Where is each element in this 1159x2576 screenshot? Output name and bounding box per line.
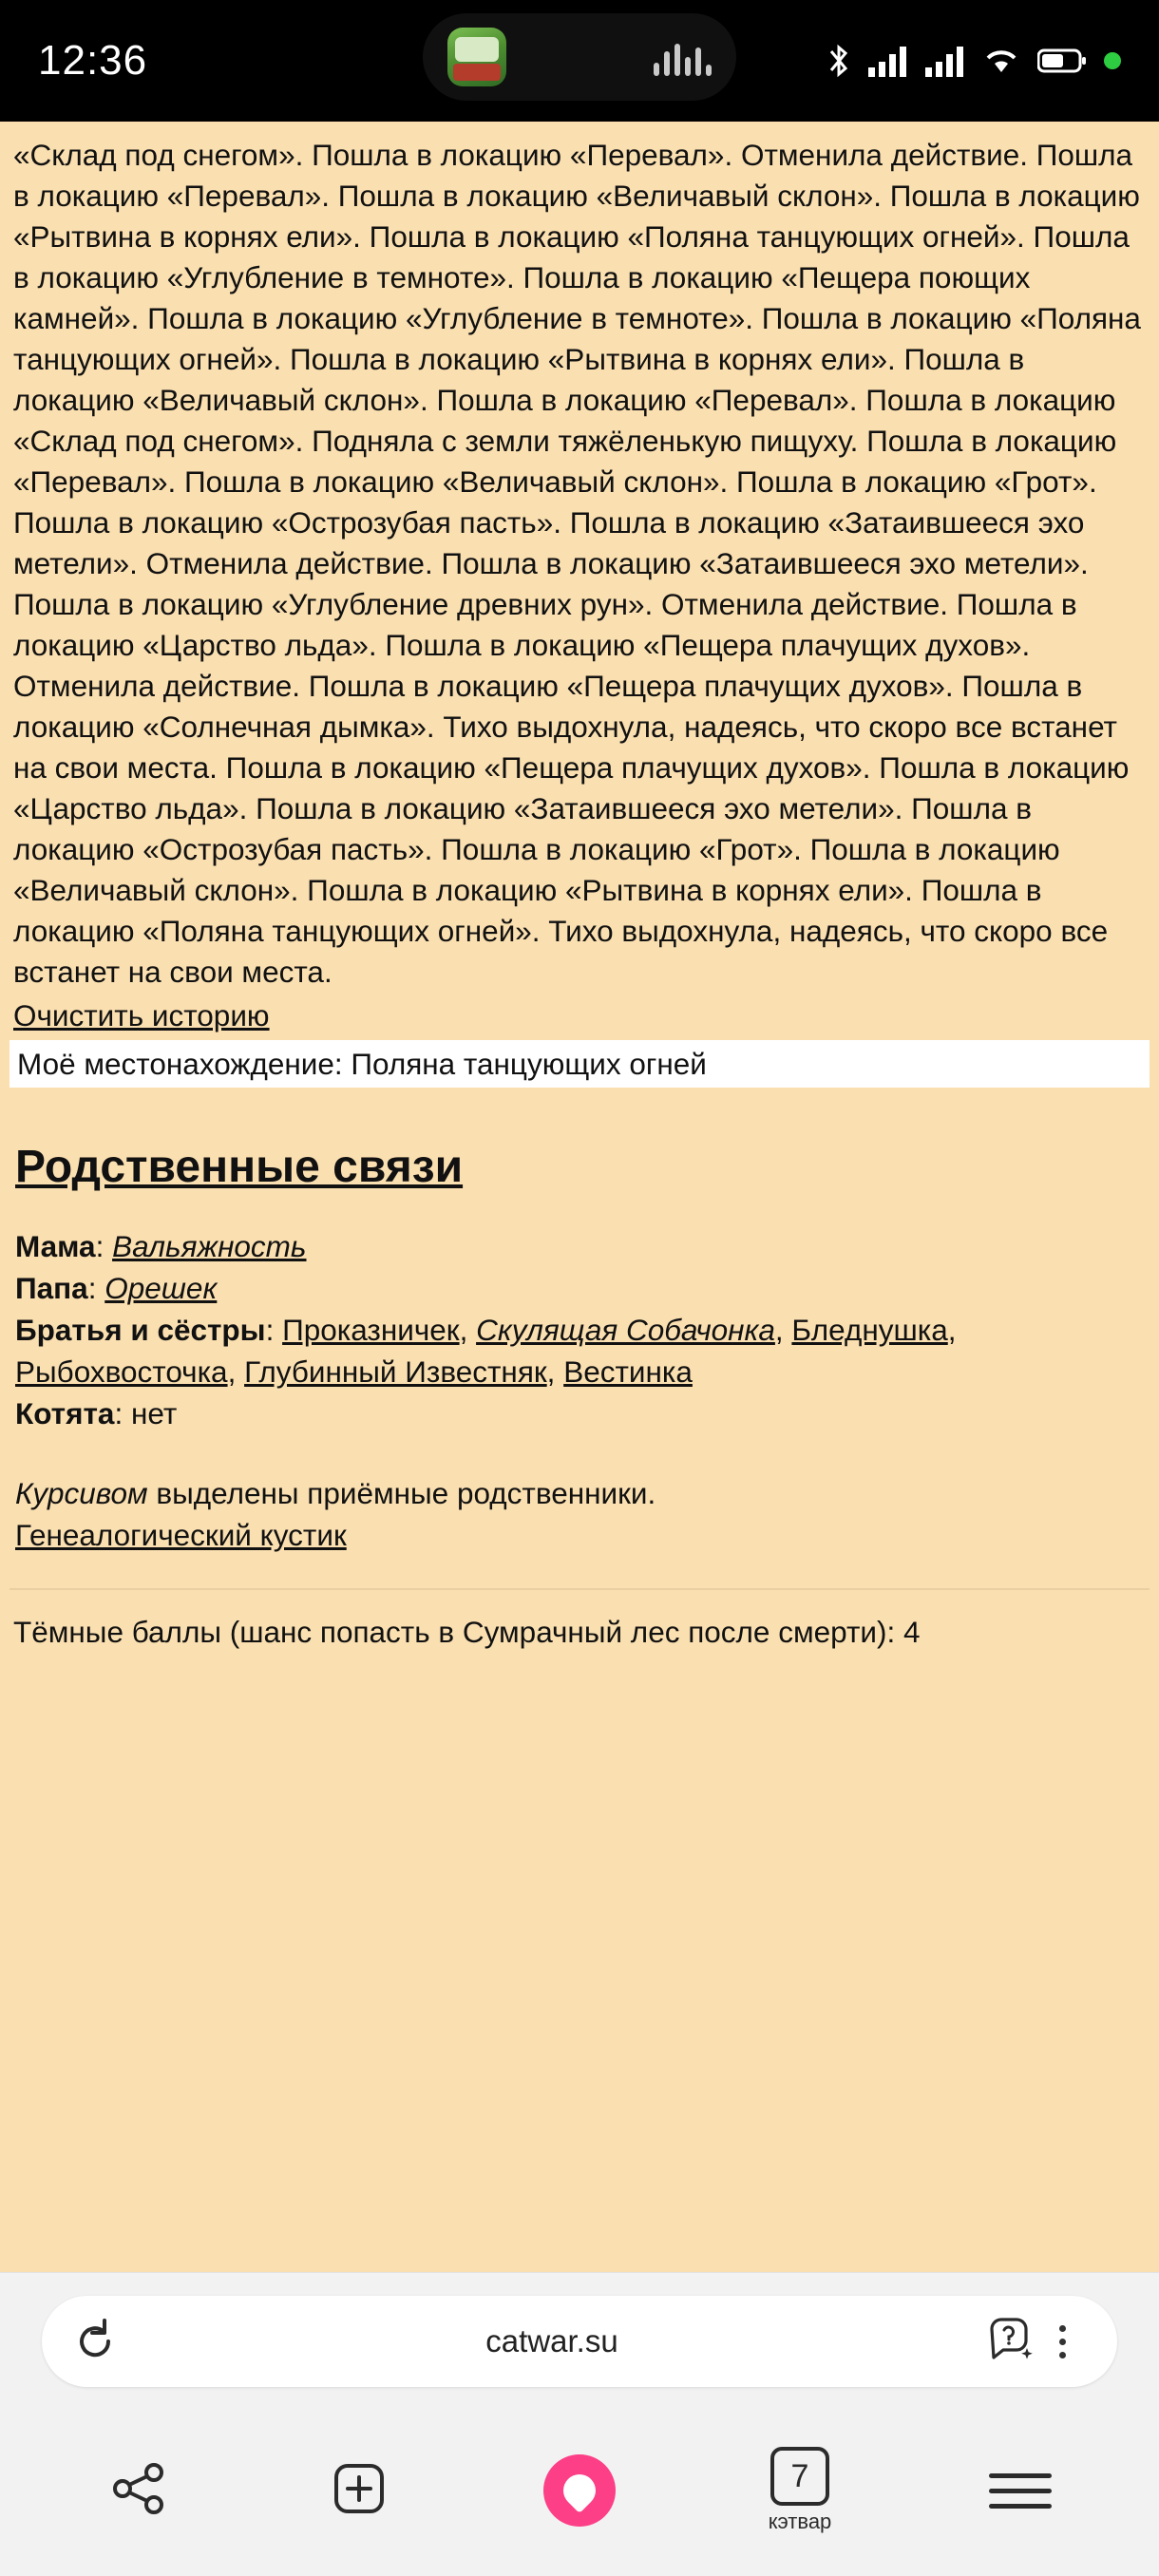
adoption-note-italic: Курсивом (15, 1476, 148, 1510)
colon: : (265, 1313, 283, 1347)
signal-icon-1 (868, 45, 908, 77)
kittens-value: нет (130, 1396, 178, 1430)
signal-icon-2 (925, 45, 965, 77)
page-title: Родственные связи (15, 1142, 464, 1192)
sibling-link[interactable]: Вестинка (563, 1354, 693, 1389)
colon: : (886, 1615, 903, 1649)
current-location-bar: Моё местонахождение: Поляна танцующих огней (10, 1040, 1150, 1088)
sep: , (459, 1313, 477, 1347)
app-icon (447, 28, 506, 86)
colon: : (87, 1271, 105, 1305)
relation-row-kittens (15, 1392, 1150, 1434)
activity-log-text: «Склад под снегом». Пошла в локацию «Перевал». Отменила действие. Пошла в локацию «Перевал». Пошла в локацию «Величавый склон». Пошла в локацию «Рытвина в корнях ели». Пошла в локацию «Поляна танцующих огней». Пошла в локацию «Углубление в темноте». Пошла в локацию «Пещера поющих камней». Пошла в локацию «Углубление в темноте». Пошла в локацию «Поляна танцующих огней». Пошла в локацию «Рытвина в корнях ели». Пошла в локацию «Величавый склон». Пошла в локацию «Перевал». Пошла в локацию «Склад под снегом». Подняла с земли тяжёленькую пищуху. Пошла в локацию «Перевал». Пошла в локацию «Величавый склон». Пошла в локацию «Грот». Пошла в локацию «Острозубая пасть». Пошла в локацию «Затаившееся эхо метели». Отменила действие. Пошла в локацию «Затаившееся эхо метели». Пошла в локацию «Углубление древних рун». Отменила действие. Пошла в локацию «Царство льда». Пошла в локацию «Пещера плачущих духов». Отменила действие. Пошла в локацию «Пещера плачущих духов». Пошла в локацию «Солнечная дымка». Тихо выдохнула, надеясь, что скоро все встанет на свои места. Пошла в локацию «Пещера плачущих духов». Пошла в локацию «Царство льда». Пошла в локацию «Затаившееся эхо метели». Пошла в локацию «Острозубая пасть». Пошла в локацию «Грот». Пошла в локацию «Величавый склон». Пошла в локацию «Рытвина в корнях ели». Пошла в локацию «Поляна танцующих огней». Тихо выдохнула, надеясь, что скоро все встанет на свои места. (13, 138, 1141, 989)
adoption-note-rest: выделены приёмные родственники. (147, 1476, 656, 1510)
address-bar[interactable] (42, 2296, 1117, 2387)
father-label: Папа (15, 1271, 88, 1305)
mother-link[interactable]: Вальяжность (112, 1229, 307, 1263)
sibling-link[interactable]: Глубинный Известняк (244, 1354, 547, 1389)
kittens-label: Котята (15, 1396, 115, 1430)
battery-icon (1037, 47, 1087, 74)
tab-count-icon: 7 (770, 2447, 829, 2506)
reload-icon[interactable] (70, 2317, 120, 2366)
sibling-link[interactable]: Рыбохвосточка (15, 1354, 228, 1389)
page-content (0, 122, 1159, 1653)
siblings-label: Братья и сёстры (15, 1313, 266, 1347)
browser-nav-bar (0, 2405, 1159, 2576)
sep: , (546, 1354, 564, 1389)
url-text[interactable]: catwar.su (485, 2323, 618, 2358)
alice-assistant-button[interactable] (522, 2438, 636, 2543)
dark-points-label: Тёмные баллы (шанс попасть в Сумрачный лес после смерти) (13, 1615, 887, 1649)
bluetooth-icon (826, 42, 851, 80)
new-tab-button[interactable] (302, 2438, 416, 2543)
help-sparkle-icon[interactable] (984, 2316, 1036, 2367)
equalizer-icon (654, 38, 712, 76)
status-clock: 12:36 (38, 37, 148, 84)
relation-row-father (15, 1267, 1150, 1309)
wifi-icon (982, 46, 1020, 76)
tabs-button[interactable] (743, 2438, 857, 2543)
sep: , (774, 1313, 792, 1347)
colon: : (114, 1396, 131, 1430)
share-button[interactable] (82, 2438, 196, 2543)
sibling-link[interactable]: Бледнушка (791, 1313, 948, 1347)
genealogy-link[interactable]: Генеалогический кустик (15, 1518, 347, 1552)
dynamic-island[interactable] (423, 13, 736, 101)
status-icons (826, 42, 1121, 80)
sep: , (227, 1354, 245, 1389)
relation-row-mother (15, 1225, 1150, 1267)
overflow-menu-icon[interactable] (1036, 2315, 1089, 2368)
sep: , (947, 1313, 957, 1347)
alice-assistant-icon (543, 2454, 616, 2527)
new-tab-icon (330, 2459, 389, 2523)
sibling-link[interactable]: Проказничек (282, 1313, 460, 1347)
relation-row-siblings (15, 1309, 1150, 1392)
colon: : (95, 1229, 113, 1263)
hamburger-menu-icon (989, 2473, 1052, 2509)
menu-button[interactable] (963, 2438, 1077, 2543)
sibling-link[interactable]: Скулящая Собачонка (476, 1313, 775, 1347)
tabs-label: кэтвар (768, 2510, 832, 2533)
father-link[interactable]: Орешек (104, 1271, 218, 1305)
dark-points-value: 4 (902, 1615, 921, 1649)
mother-label: Мама (15, 1229, 96, 1263)
clear-history-link[interactable]: Очистить историю (13, 998, 270, 1032)
status-bar (0, 0, 1159, 122)
recording-indicator-dot (1104, 52, 1121, 69)
dark-points-row (10, 1590, 1150, 1653)
browser-bottom-bar (0, 2272, 1159, 2576)
share-icon (109, 2459, 168, 2523)
adoption-note (15, 1472, 1150, 1514)
